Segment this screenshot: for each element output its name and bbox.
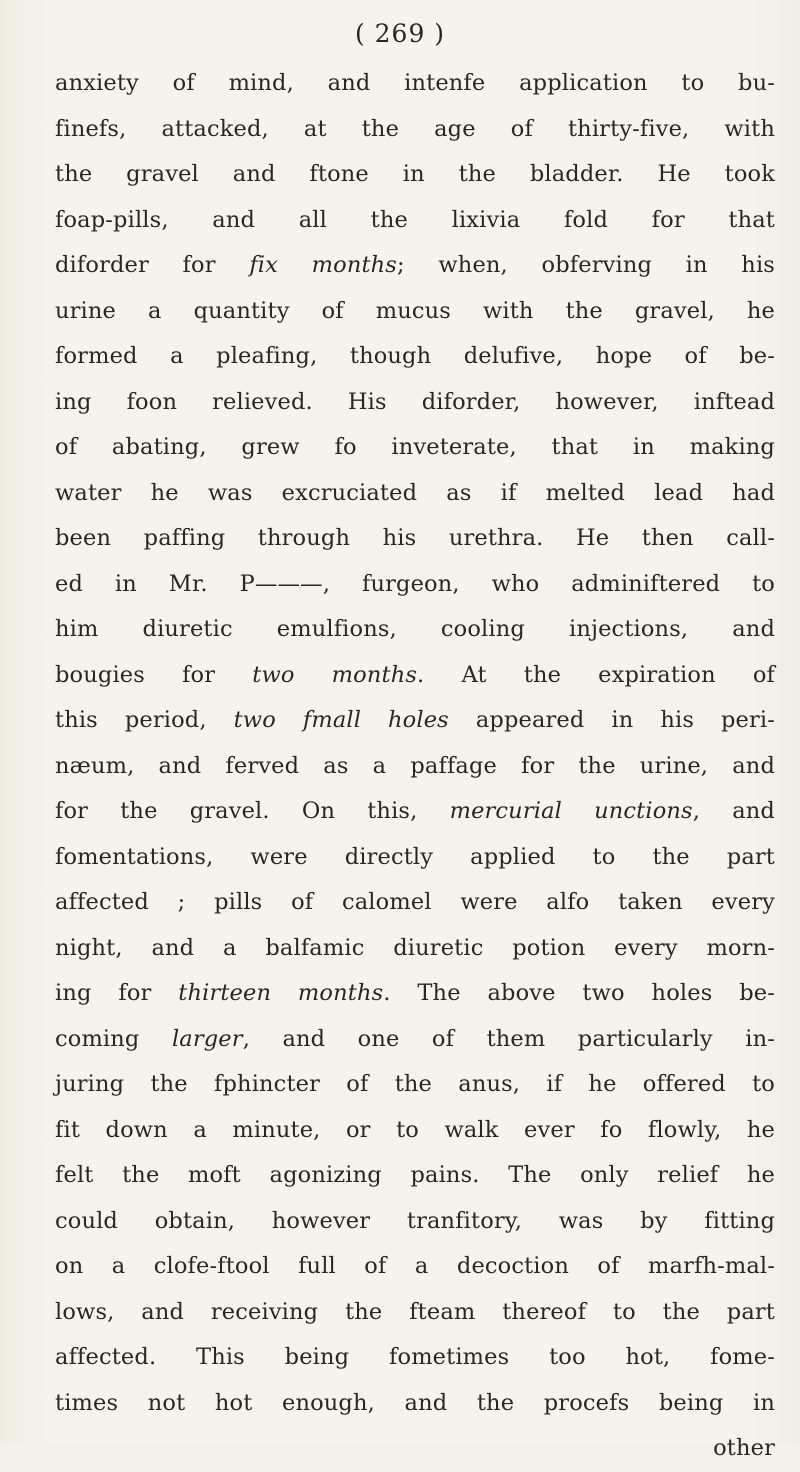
text-line: times not hot enough, and the procefs being in — [55, 1389, 775, 1416]
text-line: been paffing through his urethra. He then call- — [55, 525, 775, 551]
text-line: næum, and ferved as a paffage for the urine, and — [55, 752, 775, 779]
italic-phrase: two fmall holes — [233, 707, 449, 733]
text-line: ed in Mr. P———, furgeon, who adminiftered to — [55, 570, 775, 597]
text-line: affected. This being fometimes too hot, fome- — [55, 1344, 775, 1370]
text-line: bougies for two months. At the expiration of — [55, 661, 775, 688]
text-line: fit down a minute, or to walk ever fo flowly, he — [55, 1116, 775, 1143]
text-line: could obtain, however tranfitory, was by fitting — [55, 1207, 775, 1234]
text-line: lows, and receiving the fteam thereof to the part — [55, 1298, 775, 1325]
text-line: coming larger, and one of them particularly in- — [55, 1025, 775, 1052]
text-line: the gravel and ftone in the bladder. He took — [55, 161, 775, 187]
body-text — [55, 61, 775, 1472]
italic-phrase: mercurial unctions — [449, 798, 693, 824]
text-line: diforder for fix months; when, obferving in his — [55, 252, 775, 278]
text-line: water he was excruciated as if melted lead had — [55, 479, 775, 506]
text-line: fomentations, were directly applied to the part — [55, 843, 775, 870]
page-number: ( 269 ) — [354, 19, 446, 48]
text-line: of abating, grew fo inveterate, that in making — [55, 434, 775, 460]
text-line: urine a quantity of mucus with the gravel, he — [55, 297, 775, 324]
text-line: ing foon relieved. His diforder, however, inftead — [55, 388, 775, 415]
italic-phrase: thirteen months — [178, 980, 384, 1006]
text-line: juring the fphincter of the anus, if he offered to — [55, 1071, 775, 1097]
text-line: him diuretic emulfions, cooling injections, and — [55, 616, 775, 642]
catchword: other — [713, 1435, 775, 1461]
text-line: felt the moft agonizing pains. The only relief he — [55, 1162, 775, 1188]
text-line: anxiety of mind, and intenfe application to bu- — [55, 70, 775, 96]
text-line: affected ; pills of calomel were alfo taken every — [55, 889, 775, 915]
italic-phrase: two months — [252, 661, 418, 688]
text-line: finefs, attacked, at the age of thirty-five, with — [55, 115, 775, 142]
italic-phrase: larger — [171, 1025, 243, 1052]
text-line: formed a pleafing, though delufive, hope of be- — [55, 343, 775, 369]
text-line: on a clofe-ftool full of a decoction of marfh-mal- — [55, 1253, 775, 1279]
italic-phrase: fix months — [249, 252, 397, 278]
text-line: ing for thirteen months. The above two holes be- — [55, 980, 775, 1006]
text-line: foap-pills, and all the lixivia fold for that — [55, 206, 775, 233]
text-line: this period, two fmall holes appeared in his peri- — [55, 707, 775, 733]
text-line: night, and a balfamic diuretic potion every morn- — [55, 934, 775, 961]
text-line: for the gravel. On this, mercurial unctions, and — [55, 798, 775, 824]
